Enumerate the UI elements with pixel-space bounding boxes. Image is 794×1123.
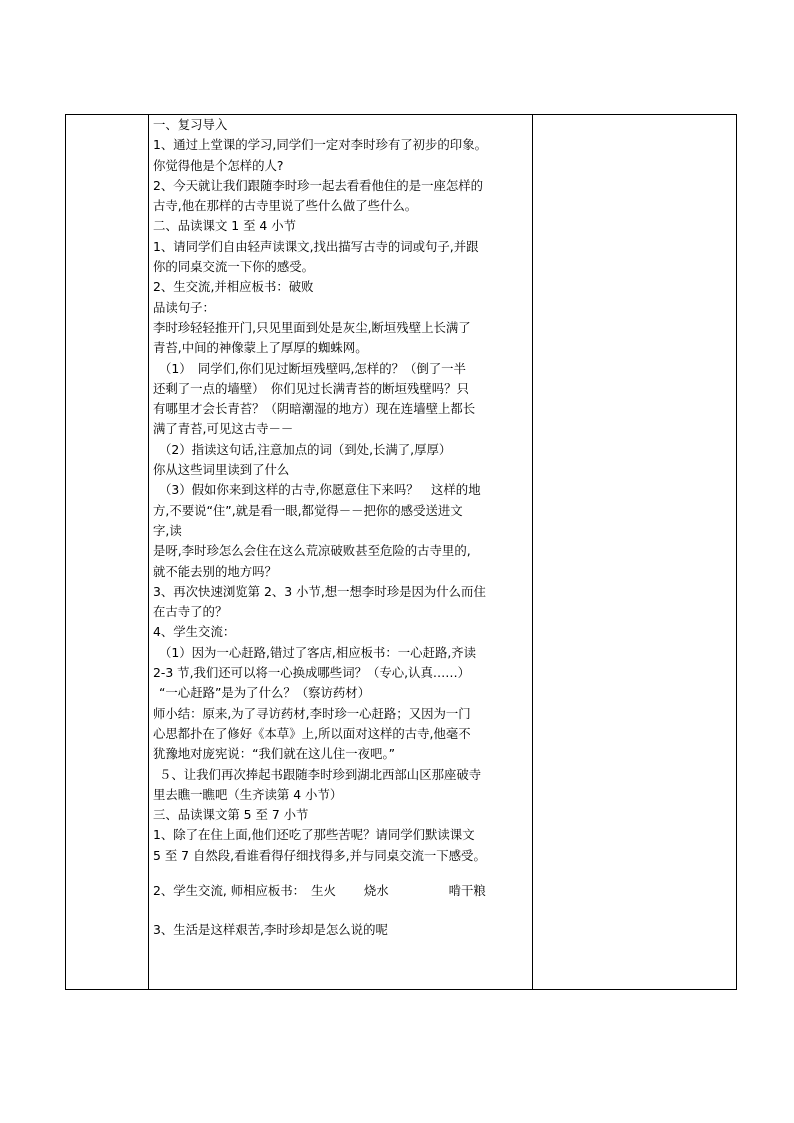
text-line: 2-3 节,我们还可以将一心换成哪些词？（专心,认真……） bbox=[153, 665, 471, 681]
text-line: 就不能去别的地方吗？ bbox=[153, 563, 277, 579]
text-line: （2）指读这句话,注意加点的词（到处,长满了,厚厚） bbox=[159, 441, 452, 457]
text-line: 品读句子： bbox=[153, 299, 215, 315]
lesson-plan-table bbox=[65, 114, 737, 990]
board-item-water: 烧水 bbox=[363, 882, 389, 898]
text-line: 青苔,中间的神像蒙上了厚厚的蜘蛛网。 bbox=[153, 340, 368, 356]
text-line: 2、今天就让我们跟随李时珍一起去看看他住的是一座怎样的 bbox=[153, 177, 484, 193]
text-line: 还剩了一点的墙壁） 你们见过长满青苔的断垣残壁吗？只 bbox=[153, 380, 469, 396]
text-line: 心思都扑在了修好《本草》上,所以面对这样的古寺,他毫不 bbox=[153, 725, 471, 741]
board-item-fire: 生火 bbox=[311, 882, 336, 898]
text-line: 满了青苔,可见这古寺－－ bbox=[153, 421, 294, 437]
text-line: 你从这些词里读到了什么 bbox=[153, 462, 290, 478]
text-line: 1、请同学们自由轻声读课文,找出描写古寺的词或句子,并跟 bbox=[153, 238, 479, 254]
text-line: （3）假如你来到这样的古寺,你愿意住下来吗？ 这样的地 bbox=[159, 482, 481, 498]
lesson-content bbox=[153, 115, 533, 941]
text-line: 李时珍轻轻推开门,只见里面到处是灰尘,断垣残壁上长满了 bbox=[153, 319, 471, 335]
text-line: 是呀,李时珍怎么会住在这么荒凉破败甚至危险的古寺里的, bbox=[153, 543, 471, 559]
text-line: 里去瞧一瞧吧（生齐读第 4 小节） bbox=[153, 786, 343, 802]
text-line: 2、生交流,并相应板书：破败 bbox=[153, 279, 314, 295]
text-line: （1） 同学们,你们见过断垣残壁吗,怎样的？（倒了一半 bbox=[159, 360, 466, 376]
text-line: ５、让我们再次捧起书跟随李时珍到湖北西部山区那座破寺 bbox=[159, 766, 482, 782]
text-line: 5 至 7 自然段,看谁看得仔细找得多,并与同桌交流一下感受。 bbox=[153, 847, 486, 863]
text-line: 字,读 bbox=[153, 522, 182, 538]
section-heading-reading-5-7: 三、品读课文第 5 至 7 小节 bbox=[153, 807, 309, 823]
section-heading-reading-1-4: 二、品读课文 1 至 4 小节 bbox=[153, 218, 297, 234]
text-line: 1、除了在住上面,他们还吃了那些苦呢？请同学们默读课文 bbox=[153, 827, 475, 843]
notes-column-cell bbox=[533, 115, 736, 989]
board-notes-prefix: 2、学生交流, 师相应板书： bbox=[153, 882, 306, 898]
text-line: 3、再次快速浏览第 2、3 小节,想一想李时珍是因为什么而住 bbox=[153, 583, 486, 599]
text-line: “一心赶路”是为了什么？（察访药材） bbox=[159, 685, 371, 701]
text-line: 4、学生交流： bbox=[153, 624, 236, 640]
text-line: 方,不要说“住”,就是看一眼,都觉得－－把你的感受送进文 bbox=[153, 502, 463, 518]
left-column-cell bbox=[66, 115, 149, 989]
text-line-last: 3、生活是这样艰苦,李时珍却是怎么说的呢 bbox=[153, 922, 388, 938]
text-line: 你的同桌交流一下你的感受。 bbox=[153, 259, 315, 275]
section-heading-review: 一、复习导入 bbox=[153, 117, 228, 132]
text-line: 在古寺了的？ bbox=[153, 604, 228, 620]
text-line: 1、通过上堂课的学习,同学们一定对李时珍有了初步的印象。 bbox=[153, 137, 487, 153]
text-line: 你觉得他是个怎样的人? bbox=[153, 157, 284, 173]
text-line: 古寺,他在那样的古寺里说了些什么做了些什么。 bbox=[153, 198, 418, 214]
text-line: 有哪里才会长青苔？（阴暗潮湿的地方）现在连墙壁上都长 bbox=[153, 401, 476, 417]
board-notes-line bbox=[153, 881, 533, 901]
text-line: 师小结：原来,为了寻访药材,李时珍一心赶路；又因为一门 bbox=[153, 705, 471, 721]
board-item-food: 啃干粮 bbox=[448, 882, 486, 898]
text-line: 犹豫地对庞宪说：“我们就在这儿住一夜吧。” bbox=[153, 746, 396, 762]
text-line: （1）因为一心赶路,错过了客店,相应板书：一心赶路,齐读 bbox=[159, 644, 477, 660]
